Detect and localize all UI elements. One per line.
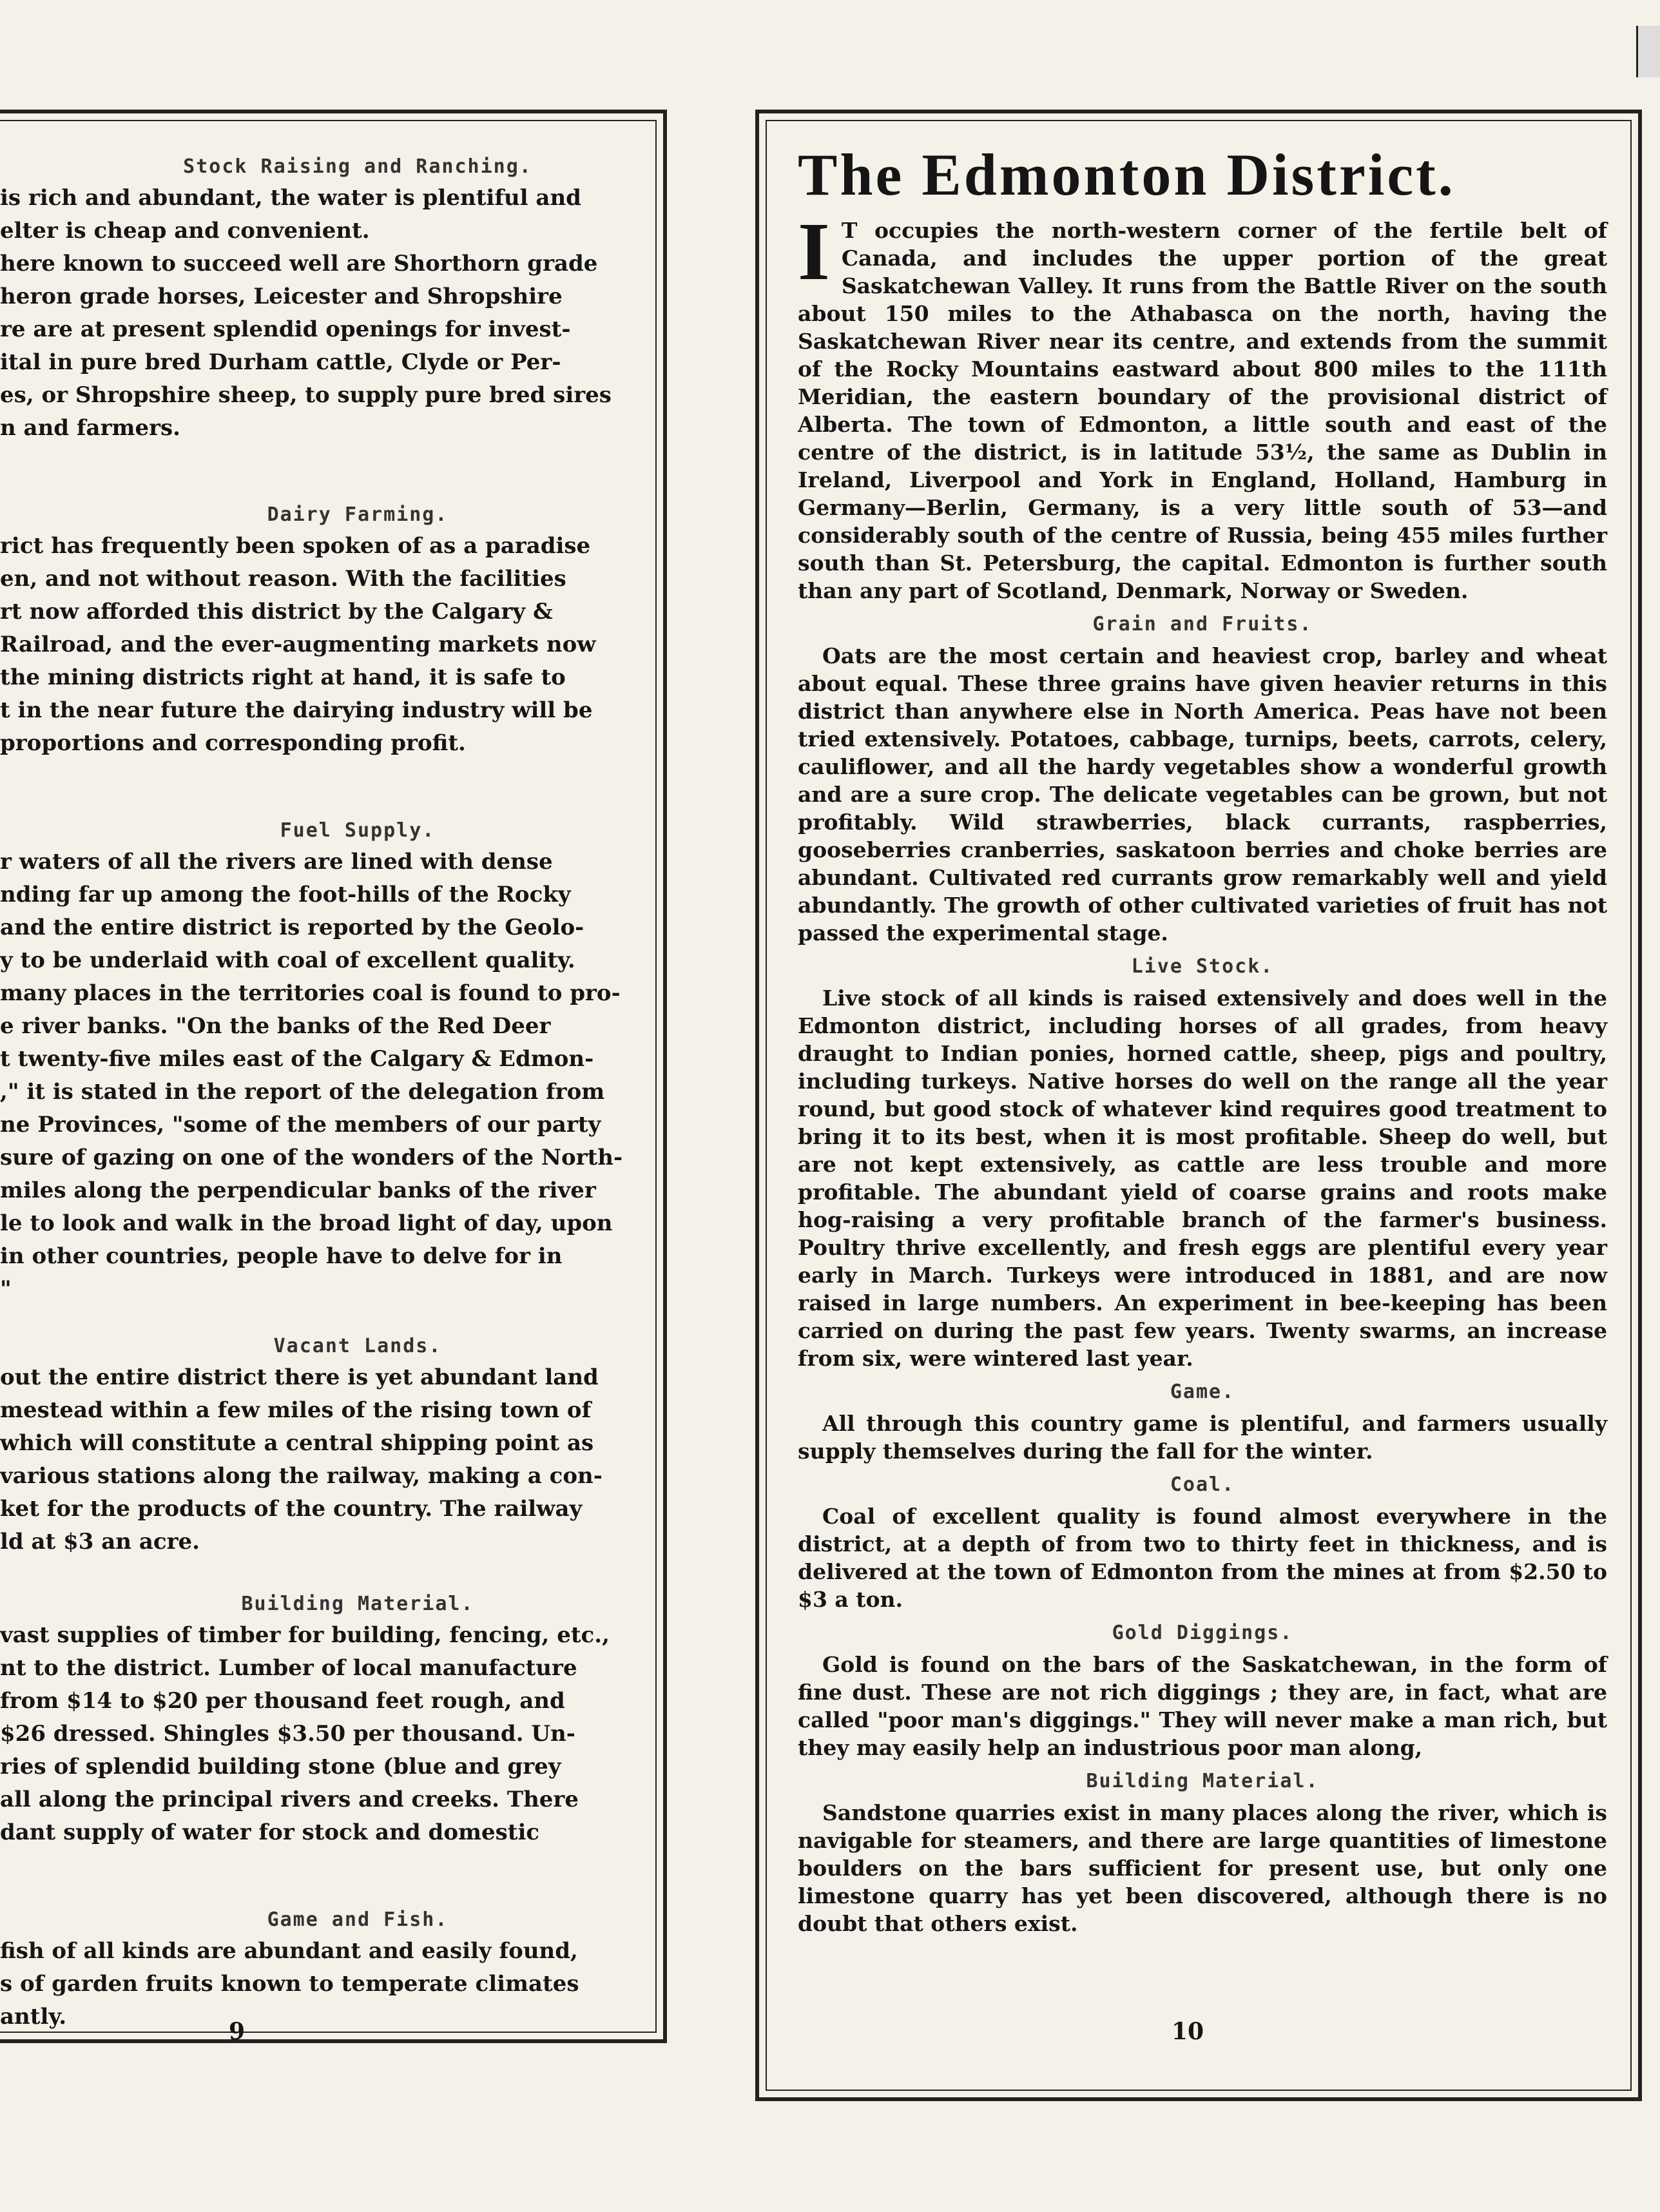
- section-heading: Stock Raising and Ranching.: [183, 155, 532, 178]
- text-line: in other countries, people have to delve for in: [0, 1243, 563, 1269]
- intro-paragraph: [798, 206, 1607, 605]
- page-edge-tab: [1636, 26, 1660, 77]
- left-page: [0, 110, 667, 2043]
- text-line: ne Provinces, "some of the members of our party: [0, 1112, 601, 1138]
- text-line: is rich and abundant, the water is plentiful and: [0, 185, 581, 211]
- text-line: out the entire district there is yet abundant land: [0, 1364, 599, 1390]
- text-line: t twenty-five miles east of the Calgary & Edmon-: [0, 1046, 594, 1072]
- drop-cap: I: [798, 206, 830, 297]
- text-line: Railroad, and the ever-augmenting markets now: [0, 632, 596, 657]
- text-line: r waters of all the rivers are lined with dense: [0, 849, 553, 875]
- section-text-building-material: Sandstone quarries exist in many places along the river, which is navigable for steamers, and there are large quantities of limestone boulders on the bars sufficient for present use, but only one limestone quarry has yet been discovered, although there is no doubt that others exist.: [798, 1800, 1607, 1936]
- section-stock-raising: [0, 152, 638, 445]
- text-line: ket for the products of the country. The railway: [0, 1496, 583, 1522]
- left-page-column: [0, 152, 638, 2030]
- text-line: here known to succeed well are Shorthorn grade: [0, 251, 598, 276]
- text-line: various stations along the railway, making a con-: [0, 1463, 603, 1489]
- section-heading: Fuel Supply.: [280, 819, 436, 842]
- text-line: which will constitute a central shipping point as: [0, 1430, 594, 1456]
- text-line: fish of all kinds are abundant and easily found,: [0, 1938, 578, 1964]
- section-text-coal: Coal of excellent quality is found almost everywhere in the district, at a depth of from two to thirty feet in thickness, and is delivered at the town of Edmonton from the mines at from $2.50 to $3 a ton.: [798, 1504, 1607, 1612]
- text-line: many places in the territories coal is found to pro-: [0, 980, 621, 1006]
- section-heading-coal: Coal.: [1170, 1473, 1235, 1496]
- text-line: ries of splendid building stone (blue and grey: [0, 1754, 561, 1780]
- text-line: e river banks. "On the banks of the Red Deer: [0, 1013, 551, 1039]
- section-fuel-supply: [0, 816, 638, 1306]
- text-line: all along the principal rivers and creeks. There: [0, 1787, 579, 1812]
- section-heading: Game and Fish.: [267, 1908, 449, 1931]
- right-page: [755, 110, 1642, 2101]
- text-line: ld at $3 an acre.: [0, 1529, 200, 1555]
- text-line: t in the near future the dairying industry will be: [0, 697, 593, 723]
- text-line: and the entire district is reported by the Geolo-: [0, 915, 584, 940]
- page-number: 9: [229, 2018, 246, 2045]
- text-line: n and farmers.: [0, 415, 180, 441]
- text-line: le to look and walk in the broad light of day, upon: [0, 1210, 613, 1236]
- section-text-grain-and-fruits: Oats are the most certain and heaviest crop, barley and wheat about equal. These three grains have given heavier returns in this district than anywhere else in North America. Peas have not been tried extensively. Potatoes, cabbage, turnips, beets, carrots, celery, cauliflower, and all the hardy vegetables show a wonderful growth and are a sure crop. The delicate vegetables can be grown, but not profitably. Wild strawberries, black currants, raspberries, gooseberries cranberries, saskatoon berries and choke berries are abundant. Cultivated red currants grow remarkably well and yield abundantly. The growth of other cultivated varieties of fruit has not passed the experimental stage.: [798, 643, 1607, 946]
- text-line: miles along the perpendicular banks of the river: [0, 1178, 596, 1203]
- text-line: rt now afforded this district by the Calgary &: [0, 599, 553, 625]
- text-line: vast supplies of timber for building, fencing, etc.,: [0, 1622, 610, 1648]
- section-heading-live-stock: Live Stock.: [1131, 955, 1274, 978]
- text-line: proportions and corresponding profit.: [0, 730, 466, 756]
- text-line: the mining districts right at hand, it is safe to: [0, 665, 566, 690]
- text-line: dant supply of water for stock and domestic: [0, 1819, 540, 1845]
- text-line: re are at present splendid openings for invest-: [0, 316, 571, 342]
- text-line: sure of gazing on one of the wonders of the North-: [0, 1145, 623, 1170]
- text-line: s of garden fruits known to temperate climates: [0, 1971, 579, 1997]
- text-line: es, or Shropshire sheep, to supply pure bred sires: [0, 382, 612, 408]
- text-line: y to be underlaid with coal of excellent quality.: [0, 947, 575, 973]
- text-line: elter is cheap and convenient.: [0, 218, 370, 244]
- text-line: nding far up among the foot-hills of the Rocky: [0, 882, 571, 907]
- text-line: from $14 to $20 per thousand feet rough, and: [0, 1688, 565, 1714]
- section-heading-building-material: Building Material.: [1086, 1770, 1319, 1792]
- page-number: 10: [1172, 2018, 1204, 2045]
- text-line: antly.: [0, 2004, 67, 2030]
- text-line: rict has frequently been spoken of as a paradise: [0, 533, 591, 559]
- section-game-and-fish: [0, 1905, 638, 2033]
- section-dairy-farming: [0, 500, 638, 760]
- text-line: ": [0, 1276, 12, 1302]
- text-line: heron grade horses, Leicester and Shropshire: [0, 284, 563, 309]
- intro-text: T occupies the north-western corner of the fertile belt of Canada, and includes the upper portion of the great Saskatchewan Valley. It runs from the Battle River on the south about 150 miles to the Athabasca on the north, having the Saskatchewan River near its centre, and extends from the summit of the Rocky Mountains eastward about 800 miles to the 111th Meridian, the eastern boundary of the provisional district of Alberta. The town of Edmonton, a little south and east of the centre of the district, is in latitude 53½, the same as Dublin in Ireland, Liverpool and York in England, Holland, Hamburg in Germany—Berlin, Germany, is a very little south of 53—and considerably south of the centre of Russia, being 455 miles further south than St. Petersburg, the capital. Edmonton is further south than any part of Scotland, Denmark, Norway or Sweden.: [798, 218, 1607, 603]
- section-heading: Building Material.: [241, 1593, 474, 1615]
- section-text-gold-diggings: Gold is found on the bars of the Saskatchewan, in the form of fine dust. These are not rich diggings ; they are, in fact, what are called "poor man's diggings." They will never make a man rich, but they may easily help an industrious poor man along,: [798, 1652, 1607, 1760]
- text-line: ital in pure bred Durham cattle, Clyde or Per-: [0, 349, 561, 375]
- section-vacant-lands: [0, 1332, 638, 1558]
- page-title: The Edmonton District.: [798, 142, 1456, 208]
- text-line: en, and not without reason. With the facilities: [0, 566, 566, 592]
- text-line: $26 dressed. Shingles $3.50 per thousand. Un-: [0, 1721, 575, 1747]
- section-heading-grain-and-fruits: Grain and Fruits.: [1092, 613, 1313, 635]
- section-heading: Dairy Farming.: [267, 503, 449, 526]
- text-line: nt to the district. Lumber of local manufacture: [0, 1655, 577, 1681]
- section-heading-game: Game.: [1170, 1381, 1235, 1403]
- section-text-live-stock: Live stock of all kinds is raised extensively and does well in the Edmonton district, including horses of all grades, from heavy draught to Indian ponies, horned cattle, sheep, pigs and poultry, including turkeys. Native horses do well on the range all the year round, but good stock of whatever kind requires good treatment to bring it to its best, when it is most profitable. Sheep do well, but are not kept extensively, as cattle are less trouble and more profitable. The abundant yield of coarse grains and roots make hog-raising a very profitable branch of the farmer's business. Poultry thrive excellently, and fresh eggs are plentiful every year early in March. Turkeys were introduced in 1881, and are now raised in large numbers. An experiment in bee-keeping has been carried on during the past few years. Twenty swarms, an increase from six, were wintered last year.: [798, 985, 1607, 1371]
- text-line: mestead within a few miles of the rising town of: [0, 1397, 592, 1423]
- text-line: ," it is stated in the report of the delegation from: [0, 1079, 605, 1105]
- right-page-column: [798, 139, 1607, 2079]
- section-heading: Vacant Lands.: [273, 1335, 442, 1357]
- section-building-material: [0, 1589, 638, 1849]
- section-heading-gold-diggings: Gold Diggings.: [1112, 1622, 1293, 1644]
- section-text-game: All through this country game is plentiful, and farmers usually supply themselves during the fall for the winter.: [798, 1411, 1607, 1464]
